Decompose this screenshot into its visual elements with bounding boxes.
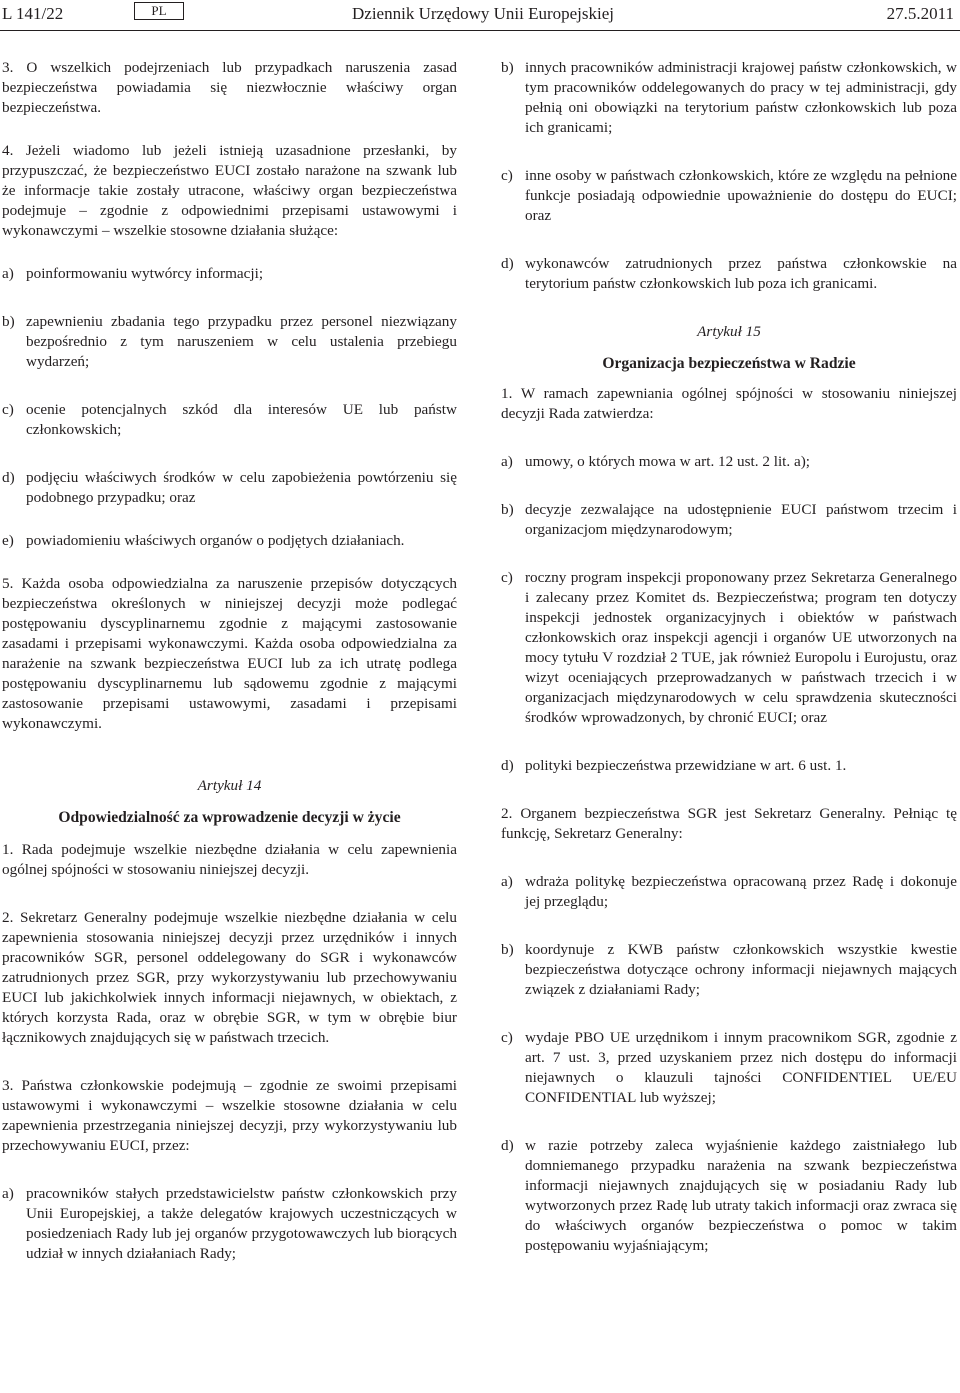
list-label: d) (501, 1137, 514, 1154)
article-paragraph: 2. Sekretarz Generalny podejmuje wszelkie niezbędne działania w celu zapewnienia stosowania niniejszej decyzji przez urzędników i innych pracowników SGR, personel oddelegowany do SGR i wykonawców zatrudnionych przez SGR, przy wykorzystywaniu lub przechowywaniu EUCI lub jakichkolwiek innych informacji niejawnych, w obiektach, z których korzysta Rada, oraz w obrębie SGR, w tym w obrębie biur łącznikowych znajdujących się w państwach trzecich. (2, 909, 457, 1046)
list-label: a) (501, 453, 513, 470)
list-label: a) (2, 1185, 14, 1202)
list-label: d) (501, 255, 514, 272)
list-item (2, 264, 457, 284)
list-text: wykonawców zatrudnionych przez państwa członkowskie na terytorium państw członkowskich lub poza ich granicami. (525, 255, 957, 292)
list-text: poinformowaniu wytwórcy informacji; (26, 265, 264, 282)
list-item (501, 452, 957, 472)
list-text: ocenie potencjalnych szkód dla interesów UE lub państw członkowskich; (26, 401, 457, 438)
article-paragraph: 1. W ramach zapewniania ogólnej spójności w stosowaniu niniejszej decyzji Rada zatwierdza: (501, 385, 957, 422)
list-label: d) (501, 757, 514, 774)
list-item (501, 1028, 957, 1108)
list-item (501, 872, 957, 912)
article-heading: Odpowiedzialność za wprowadzenie decyzji w życie (58, 809, 401, 826)
article-paragraph: 3. Państwa członkowskie podejmują – zgodnie ze swoimi przepisami ustawowymi i wykonawczymi – wszelkie stosowne działania w celu zapewnienia przestrzegania niniejszej decyzji, przy wykorzystywaniu lub przechowywaniu EUCI, przez: (2, 1077, 457, 1154)
list-label: c) (501, 167, 513, 184)
paragraph-5: 5. Każda osoba odpowiedzialna za naruszenie przepisów dotyczących bezpieczeństwa określonych w niniejszej decyzji może podlegać postępowaniu dyscyplinarnemu zgodnie z mającymi zastosowanie zasadami i przepisami wykonawczymi. Każda osoba odpowiedzialna za narażenie na szwank bezpieczeństwa EUCI lub za ich utratę podlega postępowaniu dyscyplinarnemu lub sądowemu zgodnie z mającymi zastosowanie przepisami ustawowymi, zasadami i przepisami wykonawczymi. (2, 575, 457, 732)
list-text: koordynuje z KWB państw członkowskich wszystkie kwestie bezpieczeństwa dotyczące ochrony informacji niejawnych mających związek z działaniami Rady; (525, 941, 957, 998)
list-label: d) (2, 469, 15, 486)
list-item (501, 500, 957, 540)
list-item (501, 166, 957, 226)
list-text: zapewnieniu zbadania tego przypadku przez personel niezwiązany bezpośrednio z tym naruszeniem w celu ustalenia przebiegu wydarzeń; (26, 313, 457, 370)
article-number: Artykuł 15 (697, 323, 761, 340)
page-header (0, 0, 960, 40)
list-label: b) (501, 941, 514, 958)
list-item (2, 468, 457, 508)
header-divider (0, 30, 960, 31)
right-column (501, 58, 957, 1256)
list-label: c) (501, 569, 513, 586)
paragraph-3: 3. O wszelkich podejrzeniach lub przypadkach naruszenia zasad bezpieczeństwa powiadamia się niezwłocznie właściwy organ bezpieczeństwa. (2, 59, 457, 116)
list-label: c) (2, 401, 14, 418)
list-text: innych pracowników administracji krajowej państw członkowskich, w tym pracowników oddelegowanych do pracy w tej administracji, gdy pełnią oni obowiązki na terytorium państw członkowskich lub poza ich granicami; (525, 59, 957, 136)
list-item (2, 400, 457, 440)
list-item (501, 254, 957, 294)
list-text: inne osoby w państwach członkowskich, które ze względu na pełnione funkcje posiadają odpowiednie upoważnienie do dostępu do EUCI; oraz (525, 167, 957, 224)
publication-date: 27.5.2011 (886, 4, 954, 23)
list-text: polityki bezpieczeństwa przewidziane w art. 6 ust. 1. (525, 757, 847, 774)
article-paragraph: 1. Rada podejmuje wszelkie niezbędne działania w celu zapewnienia ogólnej spójności w stosowaniu niniejszej decyzji. (2, 841, 457, 878)
left-column (2, 58, 457, 1264)
list-text: roczny program inspekcji proponowany przez Sekretarza Generalnego i zalecany przez Komitet ds. Bezpieczeństwa; program ten dotyczy inspekcji jednostek organizacyjnych i obiektów w państwach członkowskich oraz inspekcji agencji i organów UE utworzonych na mocy tytułu V rozdział 2 TUE, jak również Europolu i Eurojustu, oraz wizyt oceniających przeprowadzanych w państwach trzecich i w organizacjach międzynarodowych w celu sprawdzenia skuteczności środków wprowadzonych, by chronić EUCI; oraz (525, 569, 957, 726)
article-heading: Organizacja bezpieczeństwa w Radzie (602, 355, 856, 372)
list-item (2, 531, 457, 551)
list-text: umowy, o których mowa w art. 12 ust. 2 lit. a); (525, 453, 811, 470)
article-paragraph: 2. Organem bezpieczeństwa SGR jest Sekretarz Generalny. Pełniąc tę funkcję, Sekretarz Generalny: (501, 805, 957, 842)
list-label: c) (501, 1029, 513, 1046)
list-item (501, 58, 957, 138)
list-text: w razie potrzeby zaleca wyjaśnienie każdego zaistniałego lub domniemanego przypadku narażenia na szwank bezpieczeństwa informacji niejawnych znajdujących się w posiadaniu Rady lub wytworzonych przez Radę lub utraty takich informacji oraz zwraca się do właściwych organów bezpieczeństwa o pomoc w takim postępowaniu wyjaśniającym; (525, 1137, 957, 1254)
list-text: powiadomieniu właściwych organów o podjętych działaniach. (26, 532, 405, 549)
list-label: e) (2, 532, 14, 549)
list-item (2, 1184, 457, 1264)
article-number: Artykuł 14 (197, 777, 262, 794)
list-label: a) (501, 873, 513, 890)
list-label: a) (2, 265, 14, 282)
list-item (2, 312, 457, 372)
list-text: wdraża politykę bezpieczeństwa opracowaną przez Radę i dokonuje jej przeglądu; (525, 873, 957, 910)
list-item (501, 756, 957, 776)
list-label: b) (501, 59, 514, 76)
language-badge: PL (134, 2, 184, 20)
list-text: podjęciu właściwych środków w celu zapobieżenia powtórzeniu się podobnego przypadku; oraz (26, 469, 457, 506)
paragraph-4: 4. Jeżeli wiadomo lub jeżeli istnieją uzasadnione przesłanki, by przypuszczać, że bezpieczeństwo EUCI zostało narażone na szwank lub że informacje takie zostały utracone, właściwy organ bezpieczeństwa podejmuje – zgodnie z odpowiednimi przepisami ustawowymi i wykonawczymi – wszelkie stosowne działania służące: (2, 142, 457, 239)
list-item (501, 568, 957, 728)
list-label: b) (2, 313, 15, 330)
list-text: wydaje PBO UE urzędnikom i innym pracownikom SGR, zgodnie z art. 7 ust. 3, przed uzyskaniem przez nich dostępu do informacji niejawnych o klauzuli tajności CONFIDENTIEL UE/EU CONFIDENTIAL lub wyższej; (525, 1029, 957, 1106)
list-item (501, 1136, 957, 1256)
page-reference: L 141/22 (2, 4, 64, 23)
list-text: pracowników stałych przedstawicielstw państw członkowskich przy Unii Europejskiej, a także delegatów krajowych uczestniczących w posiedzeniach Rady lub jej organów przygotowawczych lub biorących udział w innych działaniach Rady; (26, 1185, 457, 1262)
list-item (501, 940, 957, 1000)
list-label: b) (501, 501, 514, 518)
list-text: decyzje zezwalające na udostępnienie EUCI państwom trzecim i organizacjom międzynarodowym; (525, 501, 957, 538)
journal-title: Dziennik Urzędowy Unii Europejskiej (352, 4, 615, 23)
